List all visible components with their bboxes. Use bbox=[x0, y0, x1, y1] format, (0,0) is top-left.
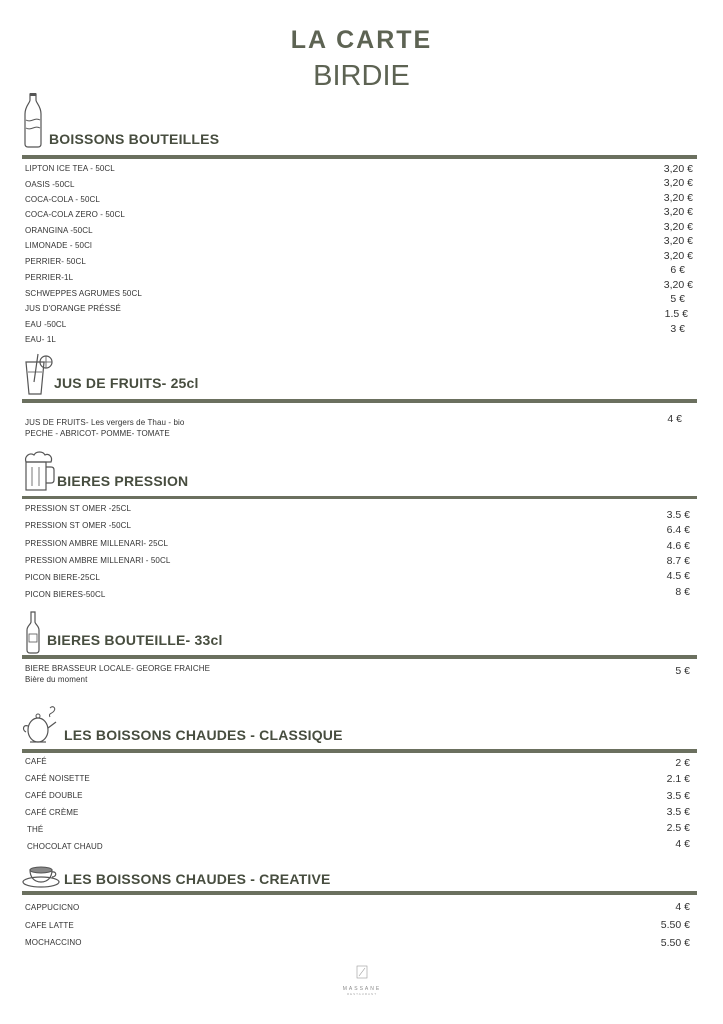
section-title-juices: JUS DE FRUITS- 25cl bbox=[54, 375, 199, 391]
price: 3,20 € bbox=[663, 279, 693, 291]
price: 3,20 € bbox=[663, 206, 693, 218]
menu-subtitle: BIRDIE bbox=[313, 60, 410, 92]
price: 3 € bbox=[670, 323, 685, 335]
price: 3,20 € bbox=[663, 177, 693, 189]
price: 1.5 € bbox=[664, 308, 688, 320]
price: 5.50 € bbox=[660, 919, 690, 931]
list-item: COCA-COLA - 50CL bbox=[25, 195, 100, 204]
list-item: OASIS -50CL bbox=[25, 180, 75, 189]
beer-mug-icon bbox=[22, 450, 56, 494]
price: 3.5 € bbox=[666, 806, 690, 818]
section-title-draft-beers: BIERES PRESSION bbox=[57, 473, 189, 489]
list-item: JUS DE FRUITS- Les vergers de Thau - bio bbox=[25, 418, 185, 427]
price: 6.4 € bbox=[666, 524, 690, 536]
price: 3,20 € bbox=[663, 221, 693, 233]
price: 4 € bbox=[675, 901, 690, 913]
section-divider bbox=[22, 399, 697, 403]
list-item: THÉ bbox=[27, 825, 44, 834]
list-item: LIPTON ICE TEA - 50CL bbox=[25, 164, 115, 173]
list-item: LIMONADE - 50Cl bbox=[25, 241, 92, 250]
teapot-icon bbox=[22, 704, 62, 746]
footer-logo bbox=[340, 965, 384, 996]
footer-subtitle: RESTAURANT bbox=[346, 992, 378, 996]
price: 2 € bbox=[675, 757, 690, 769]
price: 3,20 € bbox=[663, 163, 693, 175]
beer-bottle-icon bbox=[25, 610, 41, 654]
section-divider bbox=[22, 891, 697, 895]
list-item: PICON BIERE-25CL bbox=[25, 573, 100, 582]
leaf-logo-icon bbox=[356, 965, 368, 979]
section-title-hot-creative: LES BOISSONS CHAUDES - CREATIVE bbox=[64, 871, 331, 887]
price: 6 € bbox=[670, 264, 685, 276]
list-item: PERRIER-1L bbox=[25, 273, 74, 282]
list-item: CAFÉ NOISETTE bbox=[25, 774, 90, 783]
price: 4.6 € bbox=[666, 540, 690, 552]
price: 3.5 € bbox=[666, 509, 690, 521]
price: 8 € bbox=[675, 586, 690, 598]
list-item: PRESSION ST OMER -50CL bbox=[25, 521, 132, 530]
menu-title: LA CARTE bbox=[290, 26, 433, 54]
list-item: Bière du moment bbox=[25, 675, 88, 684]
price: 3,20 € bbox=[663, 250, 693, 262]
price: 3,20 € bbox=[663, 235, 693, 247]
list-item: ORANGINA -50CL bbox=[25, 226, 93, 235]
price: 5.50 € bbox=[660, 937, 690, 949]
section-divider bbox=[22, 496, 697, 499]
list-item: PRESSION AMBRE MILLENARI- 25CL bbox=[25, 539, 169, 548]
list-item: PECHE - ABRICOT- POMME- TOMATE bbox=[25, 429, 170, 438]
section-divider bbox=[22, 155, 697, 159]
list-item: PRESSION ST OMER -25CL bbox=[25, 504, 132, 513]
list-item: PERRIER- 50CL bbox=[25, 257, 86, 266]
price: 3,20 € bbox=[663, 192, 693, 204]
list-item: PRESSION AMBRE MILLENARI - 50CL bbox=[25, 556, 171, 565]
price: 8.7 € bbox=[666, 555, 690, 567]
list-item: EAU -50CL bbox=[25, 320, 67, 329]
section-divider bbox=[22, 655, 697, 659]
juice-glass-icon bbox=[20, 352, 54, 398]
list-item: MOCHACCINO bbox=[25, 938, 82, 947]
list-item: CHOCOLAT CHAUD bbox=[27, 842, 103, 851]
price: 4 € bbox=[675, 838, 690, 850]
price: 5 € bbox=[670, 293, 685, 305]
price: 3.5 € bbox=[666, 790, 690, 802]
section-title-bottled-beers: BIERES BOUTEILLE- 33cl bbox=[47, 632, 223, 648]
list-item: COCA-COLA ZERO - 50CL bbox=[25, 210, 125, 219]
list-item: CAFE LATTE bbox=[25, 921, 74, 930]
list-item: BIERE BRASSEUR LOCALE- GEORGE FRAICHE bbox=[25, 664, 211, 673]
list-item: CAFÉ CRÈME bbox=[25, 808, 79, 817]
list-item: SCHWEPPES AGRUMES 50CL bbox=[25, 289, 142, 298]
coffee-cup-icon bbox=[21, 862, 61, 890]
list-item: CAFÉ bbox=[25, 757, 47, 766]
footer-brand: MASSANE bbox=[342, 986, 382, 992]
list-item: CAPPUCICNO bbox=[25, 903, 80, 912]
list-item: PICON BIERES-50CL bbox=[25, 590, 106, 599]
list-item: JUS D'ORANGE PRÉSSÉ bbox=[25, 304, 121, 313]
price: 2.5 € bbox=[666, 822, 690, 834]
soda-bottle-icon bbox=[22, 92, 44, 148]
section-title-bottles: BOISSONS BOUTEILLES bbox=[49, 131, 220, 147]
list-item: EAU- 1L bbox=[25, 335, 56, 344]
price: 4 € bbox=[667, 413, 682, 425]
section-divider bbox=[22, 749, 697, 753]
price: 5 € bbox=[675, 665, 690, 677]
price: 4.5 € bbox=[666, 570, 690, 582]
section-title-hot-classic: LES BOISSONS CHAUDES - CLASSIQUE bbox=[64, 727, 343, 743]
price: 2.1 € bbox=[666, 773, 690, 785]
list-item: CAFÉ DOUBLE bbox=[25, 791, 83, 800]
